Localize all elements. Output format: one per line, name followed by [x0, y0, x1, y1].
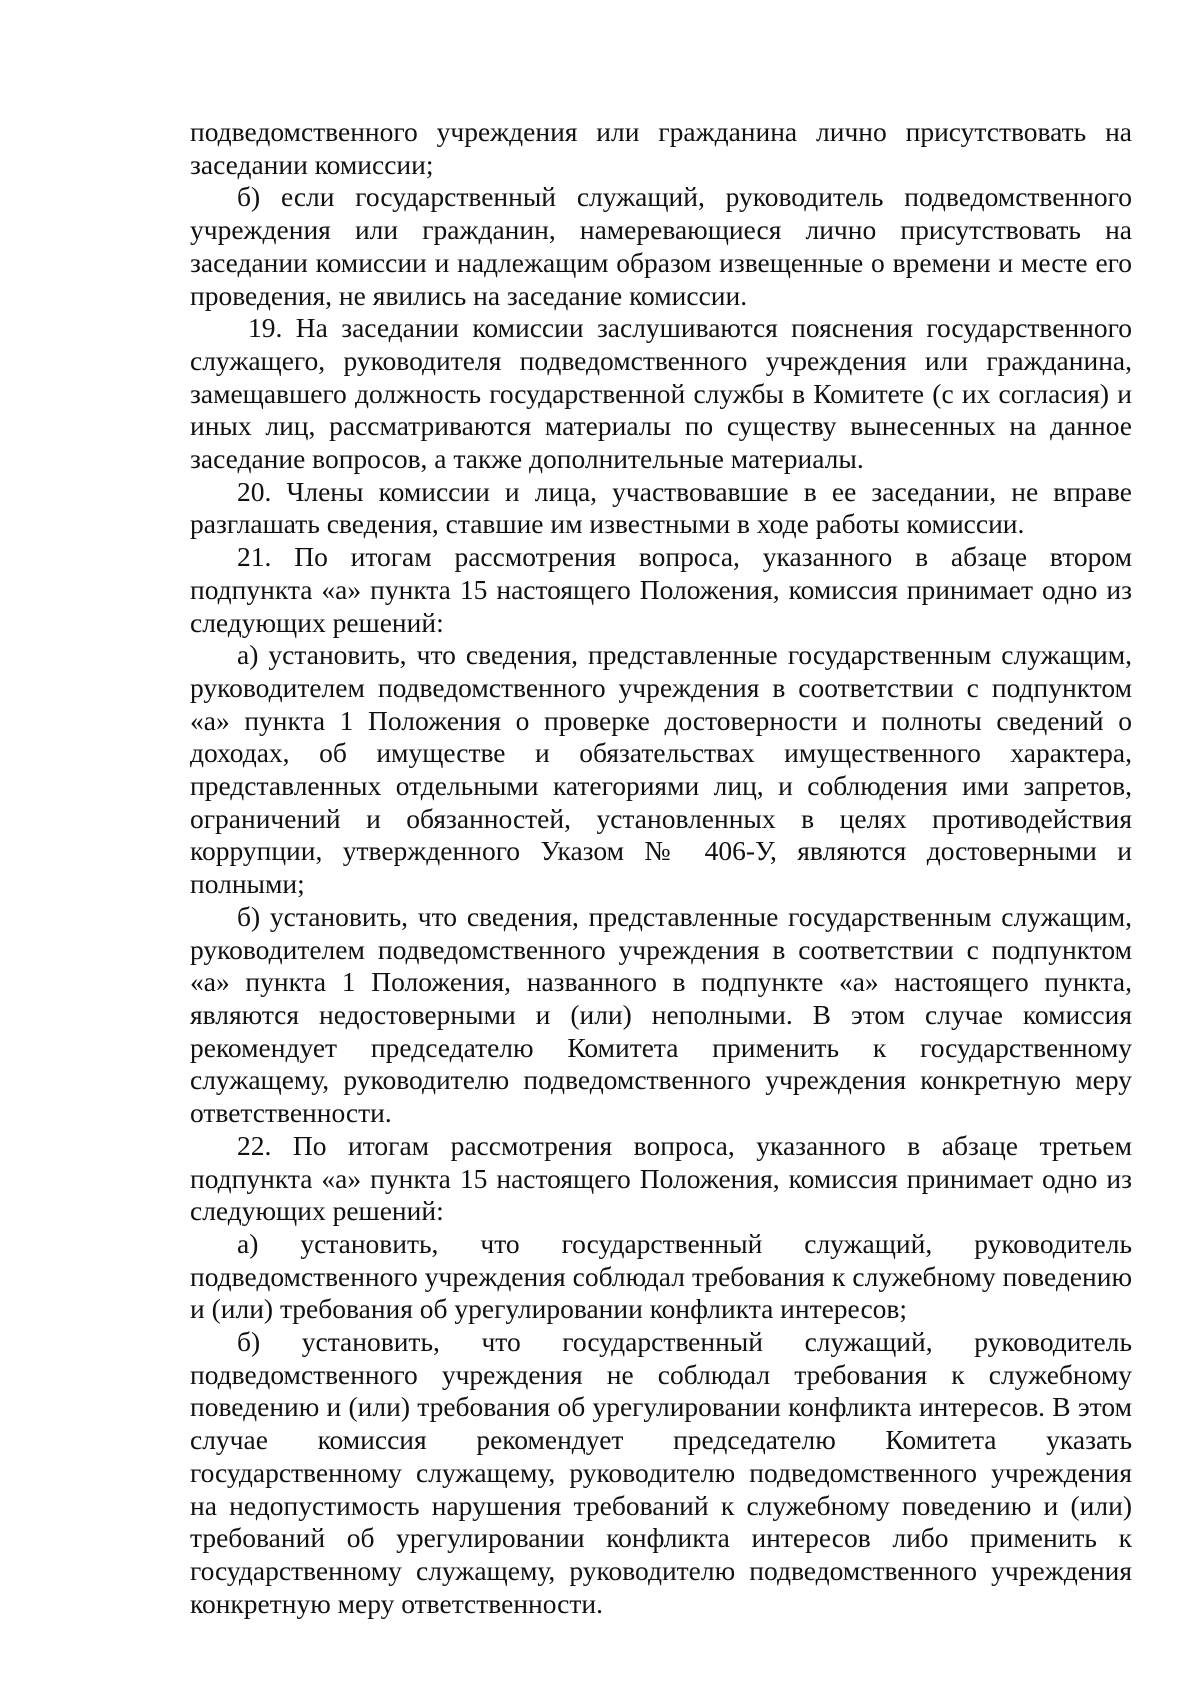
paragraph-continuation: подведомственного учреждения или гражданина лично присутствовать на заседании комиссии;: [190, 116, 1132, 180]
paragraph-19: 19. На заседании комиссии заслушиваются пояснения государственного служащего, руководителя подведомственного учреждения или гражданина, замещавшего должность государственной службы в Комитете (с их согласия) и иных лиц, рассматриваются материалы по существу вынесенных на данное заседание вопросов, а также дополнительные материалы.: [190, 312, 1132, 475]
paragraph-21: 21. По итогам рассмотрения вопроса, указанного в абзаце втором подпункта «а» пункта 15 настоящего Положения, комиссия принимает одно из следующих решений:: [190, 541, 1132, 638]
document-page: [190, 116, 1132, 1620]
paragraph-20: 20. Члены комиссии и лица, участвовавшие в ее заседании, не вправе разглашать сведения, ставшие им известными в ходе работы комиссии.: [190, 475, 1132, 540]
paragraph-22a: а) установить, что государственный служащий, руководитель подведомственного учреждения соблюдал требования к служебному поведению и (или) требования об урегулировании конфликта интересов;: [190, 1227, 1132, 1325]
paragraph-18b: б) если государственный служащий, руководитель подведомственного учреждения или гражданин, намеревающиеся лично присутствовать на заседании комиссии и надлежащим образом извещенные о времени и месте его проведения, не явились на заседание комиссии.: [190, 181, 1132, 311]
paragraph-21b: б) установить, что сведения, представленные государственным служащим, руководителем подведомственного учреждения в соответствии с подпунктом «а» пункта 1 Положения, названного в подпункте «а» настоящего пункта, являются недостоверными и (или) неполными. В этом случае комиссия рекомендует председателю Комитета применить к государственному служащему, руководителю подведомственного учреждения конкретную меру ответственности.: [190, 900, 1132, 1129]
paragraph-21a: а) установить, что сведения, представленные государственным служащим, руководителем подведомственного учреждения в соответствии с подпунктом «а» пункта 1 Положения о проверке достоверности и полноты сведений о доходах, об имуществе и обязательствах имущественного характера, представленных отдельными категориями лиц, и соблюдения ими запретов, ограничений и обязанностей, установленных в целях противодействия коррупции, утвержденного Указом № 406-У, являются достоверными и полными;: [190, 639, 1132, 900]
paragraph-22: 22. По итогам рассмотрения вопроса, указанного в абзаце третьем подпункта «а» пункта 15 настоящего Положения, комиссия принимает одно из следующих решений:: [190, 1129, 1132, 1227]
paragraph-22b: б) установить, что государственный служащий, руководитель подведомственного учреждения не соблюдал требования к служебному поведению и (или) требования об урегулировании конфликта интересов. В этом случае комиссия рекомендует председателю Комитета указать государственному служащему, руководителю подведомственного учреждения на недопустимость нарушения требований к служебному поведению и (или) требований об урегулировании конфликта интересов либо применить к государственному служащему, руководителю подведомственного учреждения конкретную меру ответственности.: [190, 1326, 1132, 1619]
